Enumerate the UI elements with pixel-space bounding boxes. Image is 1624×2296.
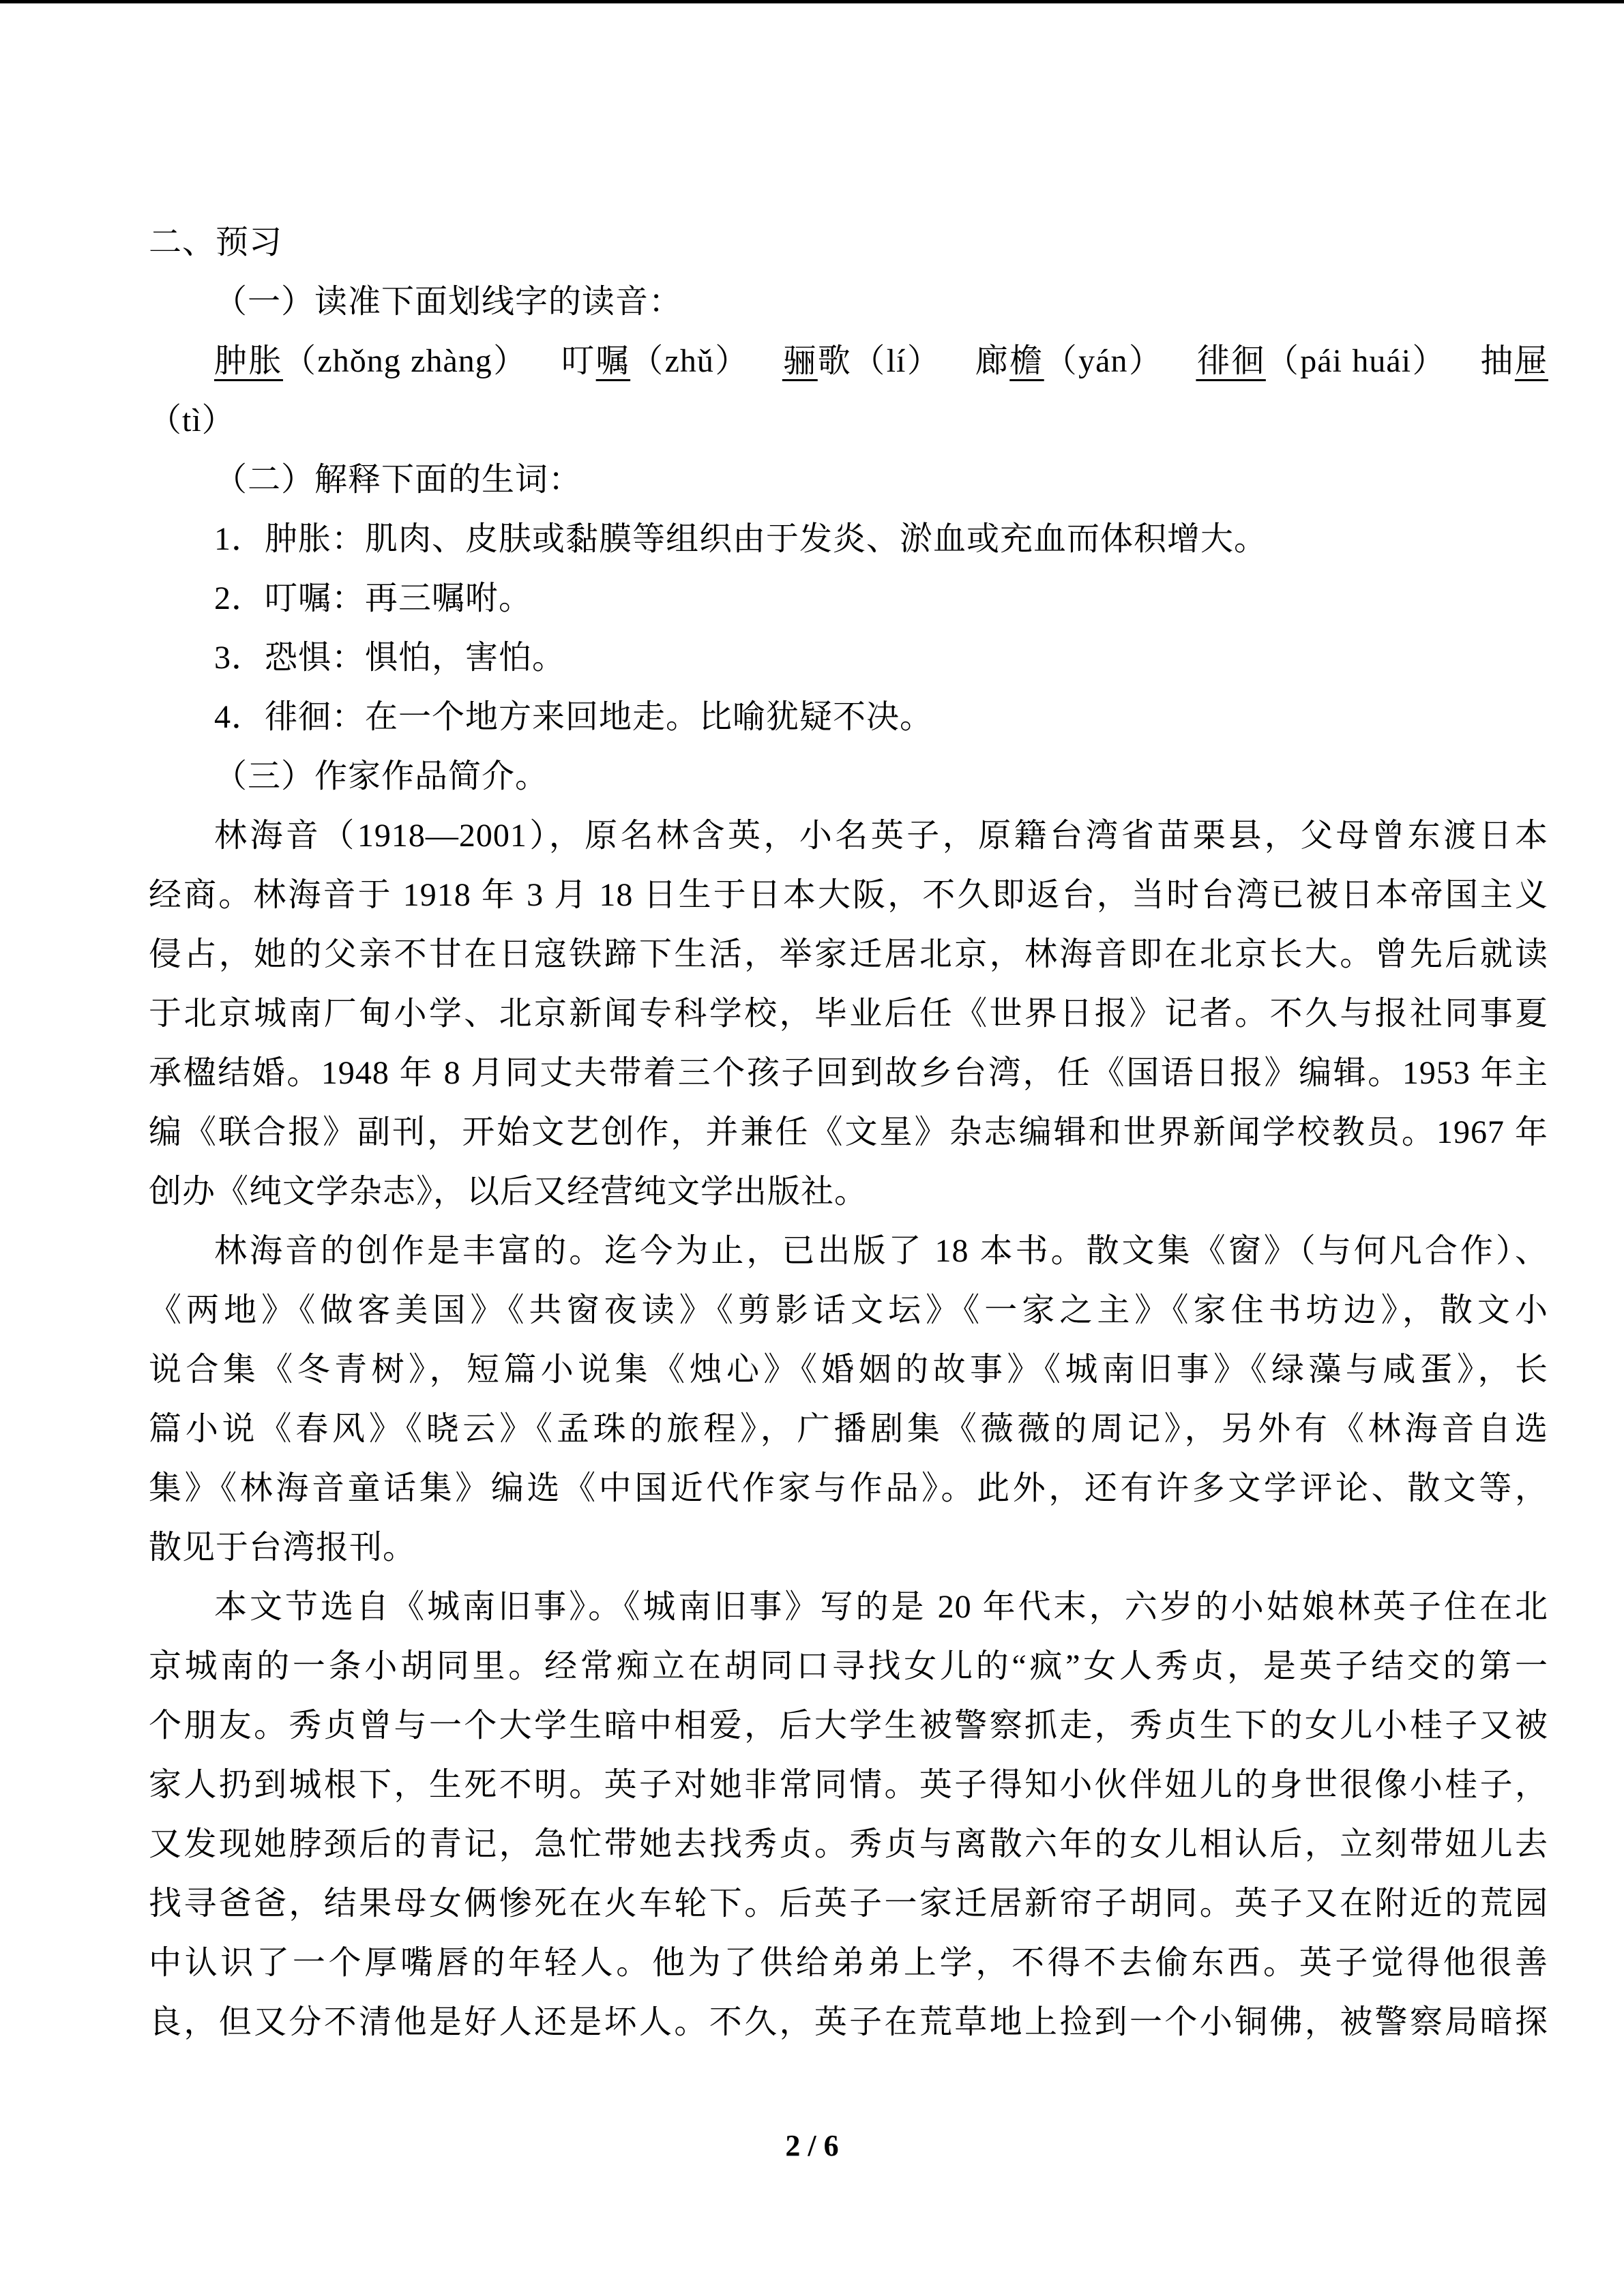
pinyin-text: （lí） bbox=[852, 343, 942, 379]
paragraph-line: 良，但又分不清他是好人还是坏人。不久，英子在荒草地上捡到一个小铜佛，被警察局暗探 bbox=[149, 2004, 1548, 2040]
paragraph-line: 创办《纯文学杂志》，以后又经营纯文学出版社。 bbox=[149, 1174, 868, 1210]
underlined-term: 屉 bbox=[1514, 343, 1548, 379]
paragraph-line: 散见于台湾报刊。 bbox=[149, 1530, 417, 1566]
definition-item: 1．肿胀：肌肉、皮肤或黏膜等组织由于发炎、淤血或充血而体积增大。 bbox=[214, 521, 1268, 557]
definition-item: 2．叮嘱：再三嘱咐。 bbox=[214, 580, 533, 616]
paragraph-line: 京城南的一条小胡同里。经常痴立在胡同口寻找女儿的“疯”女人秀贞，是英子结交的第一 bbox=[149, 1648, 1548, 1684]
pinyin-terms-line bbox=[149, 331, 1548, 391]
definition-item: 3．恐惧：惧怕，害怕。 bbox=[214, 640, 566, 676]
underlined-term: 檐 bbox=[1009, 343, 1044, 379]
underlined-term: 骊 bbox=[782, 343, 818, 379]
paragraph-line: 中认识了一个厚嘴唇的年轻人。他为了供给弟弟上学，不得不去偷东西。英子觉得他很善 bbox=[149, 1945, 1548, 1981]
paragraph-line: 林海音（1918—2001），原名林含英，小名英子，原籍台湾省苗栗县，父母曾东渡日本 bbox=[214, 818, 1548, 854]
pinyin-text: （pái huái） bbox=[1265, 343, 1447, 379]
paragraph-line: 集》《林海音童话集》编选《中国近代作家与作品》。此外，还有许多文学评论、散文等， bbox=[149, 1470, 1548, 1506]
subsection-heading: （二）解释下面的生词： bbox=[214, 462, 582, 498]
term-text: 廊 bbox=[974, 343, 1010, 379]
paragraph-line: 侵占，她的父亲不甘在日寇铁蹄下生活，举家迁居北京，林海音即在北京长大。曾先后就读 bbox=[149, 936, 1548, 972]
paragraph-line: 篇小说《春风》《晓云》《孟珠的旅程》，广播剧集《薇薇的周记》，另外有《林海音自选 bbox=[149, 1411, 1548, 1447]
paragraph-line: 本文节选自《城南旧事》。《城南旧事》写的是 20 年代末，六岁的小姑娘林英子住在北 bbox=[214, 1589, 1548, 1625]
term-text: 叮 bbox=[560, 343, 596, 379]
text-block bbox=[149, 213, 1548, 2052]
underlined-term: 嘱 bbox=[595, 343, 631, 379]
page-number: 2 / 6 bbox=[785, 2129, 839, 2162]
paragraph-line: 说合集《冬青树》，短篇小说集《烛心》《婚姻的故事》《城南旧事》《绿藻与咸蛋》，长 bbox=[149, 1352, 1548, 1388]
term-text: 抽 bbox=[1479, 343, 1515, 379]
paragraph-line: 《两地》《做客美国》《共窗夜读》《剪影话文坛》《一家之主》《家住书坊边》，散文小 bbox=[149, 1292, 1548, 1328]
section-heading: 二、预习 bbox=[149, 224, 283, 260]
term-text: 歌 bbox=[817, 343, 853, 379]
paragraph-line: 承楹结婚。1948 年 8 月同丈夫带着三个孩子回到故乡台湾，任《国语日报》编辑。1953 年主 bbox=[149, 1055, 1548, 1091]
pinyin-text: （yán） bbox=[1044, 343, 1164, 379]
underlined-term: 徘徊 bbox=[1196, 343, 1266, 379]
paragraph-line: 个朋友。秀贞曾与一个大学生暗中相爱，后大学生被警察抓走，秀贞生下的女儿小桂子又被 bbox=[149, 1708, 1548, 1744]
paragraph-line: 经商。林海音于 1918 年 3 月 18 日生于日本大阪，不久即返台，当时台湾已被日本帝国主义 bbox=[149, 877, 1548, 913]
subsection-heading: （一）读准下面划线字的读音： bbox=[214, 284, 683, 320]
pinyin-text: （zhǒng zhàng） bbox=[282, 343, 528, 379]
definition-item: 4．徘徊：在一个地方来回地走。比喻犹疑不决。 bbox=[214, 699, 934, 735]
paragraph-line: 家人扔到城根下，生死不明。英子对她非常同情。英子得知小伙伴妞儿的身世很像小桂子， bbox=[149, 1767, 1548, 1803]
page-top-edge bbox=[0, 0, 1624, 3]
underlined-term: 肿胀 bbox=[214, 343, 283, 379]
subsection-heading: （三）作家作品简介。 bbox=[214, 758, 549, 794]
paragraph-line: 林海音的创作是丰富的。迄今为止，已出版了 18 本书。散文集《窗》（与何凡合作）、 bbox=[214, 1233, 1548, 1269]
paragraph-line: 编《联合报》副刊，开始文艺创作，并兼任《文星》杂志编辑和世界新闻学校教员。1967 年 bbox=[149, 1114, 1548, 1150]
pinyin-text: （zhǔ） bbox=[630, 343, 750, 379]
paragraph-line: 找寻爸爸，结果母女俩惨死在火车轮下。后英子一家迁居新帘子胡同。英子又在附近的荒园 bbox=[149, 1885, 1548, 1922]
paragraph-line: 又发现她脖颈后的青记，急忙带她去找秀贞。秀贞与离散六年的女儿相认后，立刻带妞儿去 bbox=[149, 1826, 1548, 1862]
paragraph-line: 于北京城南厂甸小学、北京新闻专科学校，毕业后任《世界日报》记者。不久与报社同事夏 bbox=[149, 996, 1548, 1032]
pinyin-continuation-line: （tì） bbox=[149, 402, 235, 438]
